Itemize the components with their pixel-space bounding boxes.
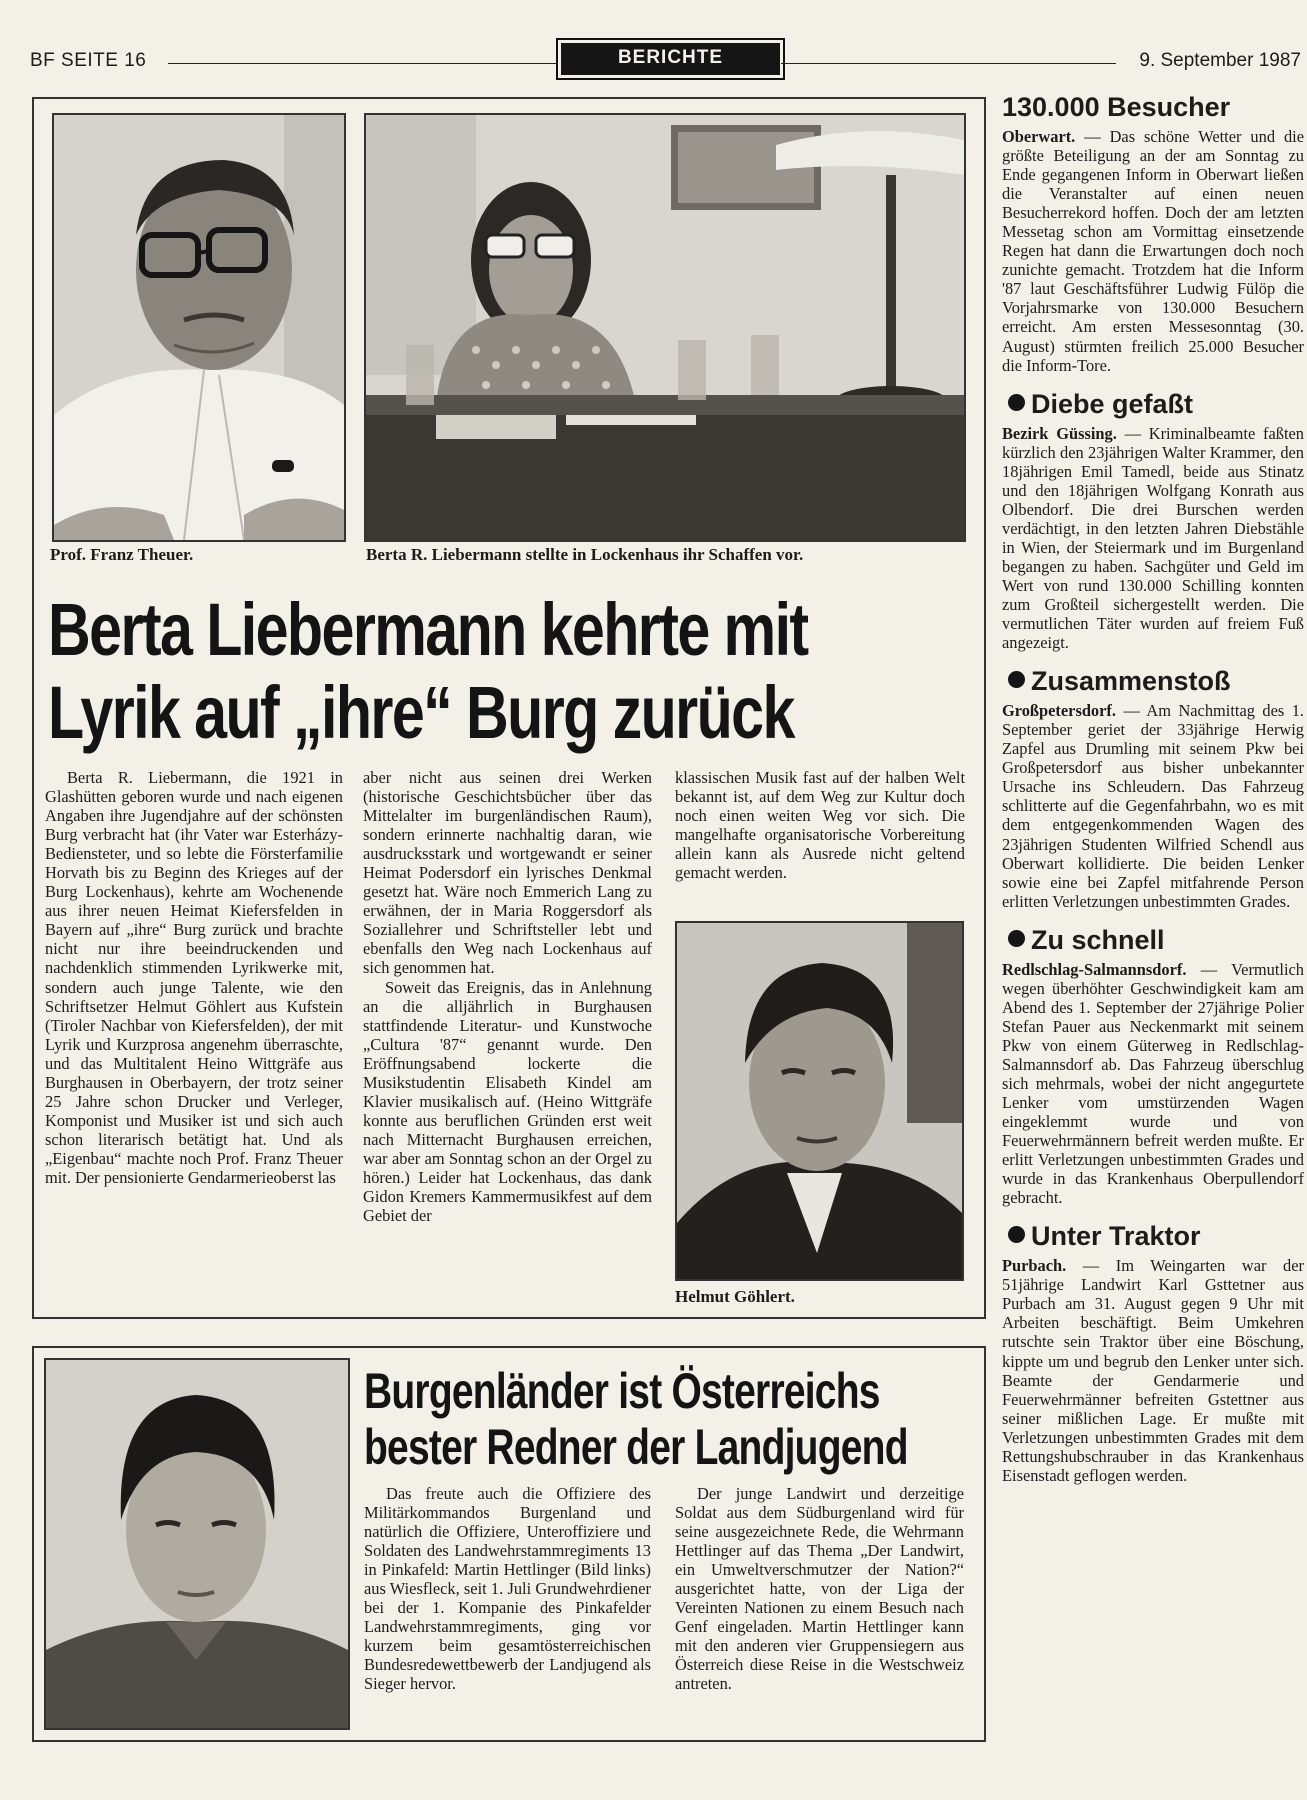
headline-landjugend-line1: Burgenländer ist Österreichs — [364, 1363, 880, 1419]
page-number: BF SEITE 16 — [30, 50, 147, 71]
article-landjugend-col1 — [364, 1484, 651, 1730]
paragraph: Berta R. Liebermann, die 1921 in Glashütten geboren wurde und nach eigenen Angaben ihre Jugendjahre auf der schönsten Burg verbracht hat (ihr Vater war Esterházy-Bediensteter, und so lebte die Försterfamilie Horvath bis zu Beginn des Krieges auf der Burg Lockenhaus), kehrte am Wochenende aus ihrer neuen Heimat Kiefersfelden in Bayern auf „ihre“ Burg zurück und brachte nicht nur ihre beeindruckenden und nachdenklich stimmenden Lyrikwerke mit, sondern auch junge Talente, wie den Schriftsetzer Helmut Göhlert aus Kufstein (Tiroler Nachbar von Kiefersfelden), der mit Lyrik und Kurzprosa angenehm überraschte, und das Multitalent Heino Wittgräfe aus Burghausen in Oberbayern, der trotz seiner 25 Jahre schon Drucker und Verleger, Komponist und Musiker ist und sich auch schon literarisch betätigt hat. Und als „Eigenbau“ machte noch Prof. Franz Theuer mit. Der pensionierte Gendarmerieoberst las — [45, 768, 343, 1187]
brief-title: Zu schnell — [1002, 925, 1304, 956]
brief-title: 130.000 Besucher — [1002, 92, 1231, 122]
article-landjugend-col2 — [675, 1484, 964, 1730]
brief-title: Zusammenstoß — [1002, 666, 1304, 697]
headline-landjugend-line2: bester Redner der Landjugend — [364, 1419, 908, 1475]
article-liebermann-col2 — [363, 768, 652, 1308]
caption-berta-liebermann: Berta R. Liebermann stellte in Lockenhaus ihr Schaffen vor. — [366, 545, 804, 564]
section-label-box — [556, 38, 785, 80]
brief-body: — Kriminalbeamte faßten kürzlich den 23jährigen Walter Krammer, den 18jährigen Emil Tamedl, beide aus Stinatz und den 18jährigen Wolfgang Konrath aus Olbendorf. Die drei Burschen werden verdächtigt, in den letzten Jahren Diebstähle in Wien, der Steiermark und im Burgenland begangen zu haben. Sachgüter und Geld im Wert von rund 130.000 Schilling konnten zum Großteil sichergestellt werden. Die vermutlichen Täter wurden auf freiem Fuß angezeigt. — [1002, 423, 1304, 653]
caption-helmut-goehlert: Helmut Göhlert. — [675, 1287, 795, 1306]
header-rule-right — [781, 63, 1116, 64]
header-rule-left — [168, 63, 556, 64]
brief-title: Unter Traktor — [1002, 1221, 1304, 1252]
paragraph: aber nicht aus seinen drei Werken (historische Geschichtsbücher über das Mittelalter im burgenländischen Raum), sondern erinnerte nachhaltig daran, wie ausdrucksstark und wortgewandt er seiner Heimat Podersdorf ein lyrisches Denkmal gesetzt hat. Wäre noch Emmerich Lang zu erwähnen, der in Maria Roggersdorf als Soziallehrer und Schriftsteller lebt und ebenfalls den Weg nach Lockenhaus auf sich genommen hat. — [363, 768, 652, 978]
brief-text — [1002, 960, 1304, 1208]
paragraph: Soweit das Ereignis, das in Anlehnung an die alljährlich in Burghausen stattfindende Literatur- und Kunstwoche „Cultura '87“ genannt wurde. Den Eröffnungsabend lockerte die Musikstudentin Elisabeth Kindel am Klavier musikalisch auf. (Heino Wittgräfe konnte aus beruflichen Gründen erst weit nach Mitternacht Burghausen erreichen, war aber am Sonntag schon an der Orgel zu hören.) Leider hat Lockenhaus, das dank Gidon Kremers Kammermusikfest auf dem Gebiet der — [363, 977, 652, 1226]
brief-place: Großpetersdorf. — [1002, 701, 1116, 721]
photo-helmut-goehlert — [675, 921, 964, 1281]
brief-place: Purbach. — [1002, 1256, 1067, 1276]
brief-place: Redlschlag-Salmannsdorf. — [1002, 959, 1187, 979]
photo-berta-liebermann — [364, 113, 966, 542]
news-brief — [1002, 925, 1304, 1208]
paragraph: Das freute auch die Offiziere des Militärkommandos Burgenland und natürlich die Offiziere, Unteroffiziere und Soldaten des Landwehrstammregiments 13 in Pinkafeld: Martin Hettlinger (Bild links) aus Wiesfleck, seit 1. Juli Grundwehrdiener bei der 1. Kompanie des Pinkafelder Landwehrstammregiments, ging vor kurzem beim gesamtösterreichischen Bundesredewettbewerb der Landjugend als Sieger hervor. — [364, 1484, 651, 1694]
news-brief — [1002, 1221, 1304, 1485]
brief-text — [1002, 701, 1304, 911]
article-liebermann-col3 — [675, 768, 965, 900]
bullet-icon — [1008, 930, 1025, 947]
brief-text — [1002, 127, 1304, 375]
caption-franz-theuer: Prof. Franz Theuer. — [50, 545, 194, 564]
brief-text — [1002, 424, 1304, 653]
photo-franz-theuer — [52, 113, 346, 542]
brief-body: — Vermutlich wegen überhöhter Geschwindigkeit kam am Abend des 1. September der 27jährige Polier Stefan Pauer aus Neckenmarkt mit seinem Pkw von einem Güterweg in Redlschlag-Salmannsdorf ab. Das Fahrzeug überschlug sich mehrmals, wobei der nicht angegurtete Lenker vom umstürzenden Wagen eingeklemmt wurde und von Feuerwehrmännern befreit werden mußte. Er erlitt Verletzungen unbestimmten Grades und wurde in das Krankenhaus Oberpullendorf gebracht. — [1002, 959, 1304, 1208]
brief-body: — Das schöne Wetter und die größte Beteiligung an der am Sonntag zu Ende gegangenen Inform in Oberwart ließen die Veranstalter auf einen neuen Besucherrekord hoffen. Doch der am letzten Messetag schon am Vormittag einsetzende Regen hat dann die Erwartungen doch noch zunichte gemacht. Trotzdem hat die Inform '87 laut Geschäftsführer Ludwig Fülöp die Vorjahrsmarke von 130.000 Besuchern erreicht. Am ersten Messesonntag (30. August) stürmten freilich 25.000 Besucher die Inform-Tore. — [1002, 127, 1304, 375]
news-brief — [1002, 92, 1304, 375]
paragraph: klassischen Musik fast auf der halben Welt bekannt ist, auf dem Weg zur Kultur doch noch einen weiten Weg vor sich. Die mangelhafte organisatorische Vorbereitung allein kann als Ausrede nicht geltend gemacht werden. — [675, 768, 965, 883]
paragraph: Der junge Landwirt und derzeitige Soldat aus dem Südburgenland wird für seine ausgezeichnete Rede, die Wehrmann Hettlinger auf das Thema „Der Landwirt, ein Umweltverschmutzer der Nation?“ ausgerichtet hatte, von der Liga der Vereinten Nationen zu einem Besuch nach Genf eingeladen. Martin Hettlinger kann mit den anderen vier Gruppensiegern aus Österreich diese Reise in die Westschweiz antreten. — [675, 1484, 964, 1694]
headline-liebermann-line2: Lyrik auf „ihre“ Burg zurück — [48, 671, 794, 754]
brief-place: Oberwart. — [1002, 127, 1076, 146]
brief-text — [1002, 1256, 1304, 1485]
photo-martin-hettlinger — [44, 1358, 350, 1730]
brief-place: Bezirk Güssing. — [1002, 423, 1117, 443]
bullet-icon — [1008, 394, 1025, 411]
bullet-icon — [1008, 671, 1025, 688]
bullet-icon — [1008, 1226, 1025, 1243]
issue-date: 9. September 1987 — [1139, 50, 1301, 71]
news-brief — [1002, 666, 1304, 911]
brief-body: — Im Weingarten war der 51jährige Landwirt Karl Gsttetner aus Purbach am 31. August gegen 9 Uhr mit Arbeiten beschäftigt. Beim Umkehren rutschte sein Traktor über eine Böschung, kippte um und begrub den Lenker unter sich. Beamte der Gendarmerie und Feuerwehrmänner befreiten Gstettner aus seiner mißlichen Lage. Er mußte mit Verletzungen unbestimmten Grades mit dem Rettungshubschrauber in das Krankenhaus Eisenstadt geflogen werden. — [1002, 1256, 1304, 1485]
brief-title: Diebe gefaßt — [1002, 389, 1304, 420]
brief-body: — Am Nachmittag des 1. September geriet der 33jährige Herwig Zapfel aus Drumling mit seinem Pkw bei Großpetersdorf aus bisher unbekannter Ursache ins Schleudern. Das Fahrzeug schlitterte auf die Gegenfahrbahn, wo es mit dem entgegenkommenden Wagen des 23jährigen Studenten Wilfried Schendl aus Oberwart kollidierte. Die beiden Lenker sowie eine bei Zapfel mitfahrende Person erlitten Verletzungen unbestimmten Grades. — [1002, 701, 1304, 911]
article-liebermann-col1 — [45, 768, 343, 1308]
section-label: BERICHTE — [561, 43, 780, 75]
news-brief — [1002, 389, 1304, 653]
news-sidebar — [1002, 86, 1304, 1499]
headline-liebermann-line1: Berta Liebermann kehrte mit — [48, 588, 808, 671]
